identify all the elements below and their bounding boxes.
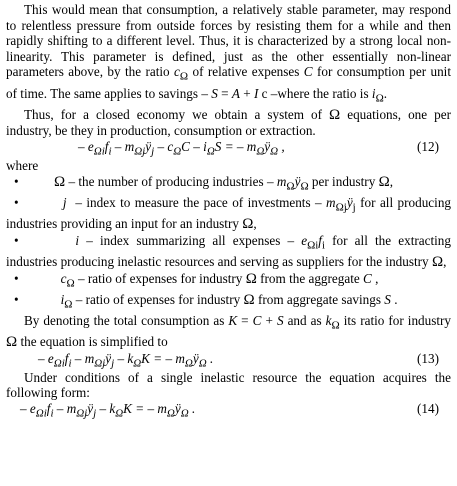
- bullet-i: • i – index summarizing all expenses – $e_{\Omega i}f_i$ for all the extracting industries producing inelastic resources and serving as suppliers for the industry Ω,: [6, 232, 451, 270]
- equation-12: [6, 139, 451, 158]
- bullet-omega: • Ω – the number of producing industries – $m_\Omega ÿ_\Omega$ per industry Ω,: [14, 173, 394, 193]
- paragraph-consumption: This would mean that consumption, a relatively stable parameter, may respond to relentless pressure from outside forces by resisting them for a while and then rapidly shifting to a different level. Thus, it is characterized by a strong local non-linearity. This parameter is defined, just as the other essentially non-linear parameters above, by the ratio $c_\Omega$ of relative expenses C for consumption per unit of time. The same applies to savings – S = A + I c –where the ratio is $i_\Omega$.: [6, 2, 451, 105]
- equation-12-formula: – $e_{\Omega i}f_i$ – $m_{\Omega j}ÿ_j - c_\Omega C - i_\Omega S$ = – $m_\Omega ÿ_\Omega$ ,: [78, 139, 285, 158]
- paragraph-single-resource: Under conditions of a single inelastic resource the equation acquires the following form:: [6, 369, 451, 401]
- bullet-i-omega: • $i_\Omega$ – ratio of expenses for industry Ω from aggregate savings S .: [14, 291, 398, 311]
- equation-13: [6, 351, 451, 370]
- equation-14: [6, 401, 451, 420]
- bullet-j: • j – index to measure the pace of investments – $m_{\Omega j}ÿ_j$ for all producing industries providing an input for an industry Ω,: [6, 194, 452, 233]
- paragraph-total-consumption: By denoting the total consumption as K = C + S and as $k_\Omega$ its ratio for industry Ω the equation is simplified to: [6, 312, 452, 351]
- equation-13-formula: – $e_{\Omega i}f_i$ – $m_{\Omega j}ÿ_j - k_\Omega K$ = – $m_\Omega ÿ_\Omega$ .: [38, 350, 214, 370]
- equation-13-number: (13): [417, 350, 439, 366]
- where-label: where: [6, 158, 39, 174]
- bullet-c-omega: • $c_\Omega$ – ratio of expenses for industry Ω from the aggregate C ,: [14, 270, 379, 290]
- equation-12-number: (12): [417, 139, 439, 155]
- paragraph-closed-economy: Thus, for a closed economy we obtain a system of Ω equations, one per industry, be they in production, consumption or extraction.: [6, 106, 451, 139]
- equation-14-formula: – $e_{\Omega i}f_i$ – $m_{\Omega j}ÿ_j - k_\Omega K$ = – $m_\Omega ÿ_\Omega$ .: [20, 401, 196, 420]
- equation-14-number: (14): [417, 401, 439, 416]
